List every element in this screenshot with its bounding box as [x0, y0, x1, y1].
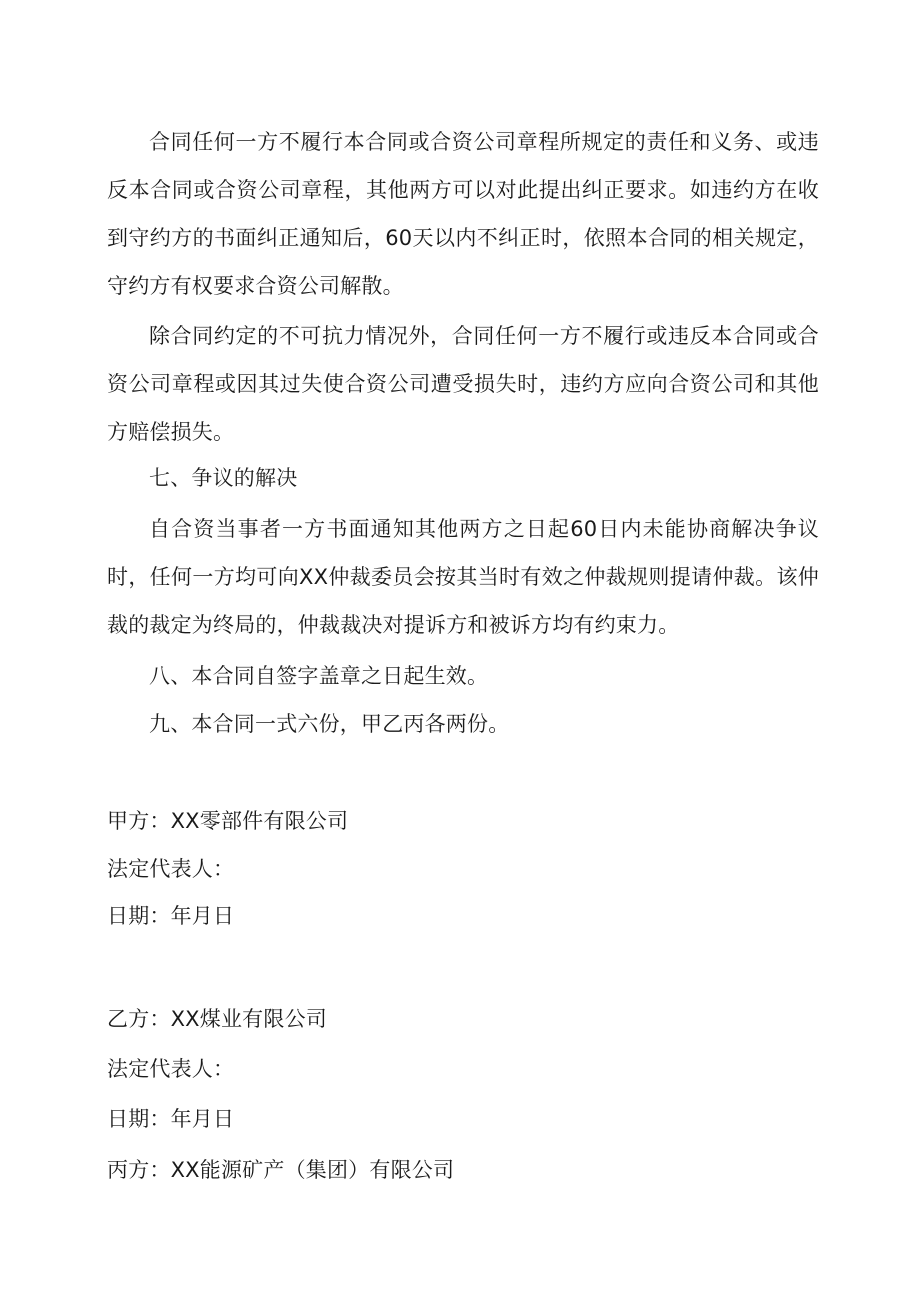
party-b-representative: 法定代表人：: [107, 1057, 235, 1081]
party-a-name: 甲方：XX零部件有限公司: [107, 809, 349, 833]
party-a-date: 日期：年月日: [107, 904, 235, 928]
paragraph-compensation: 除合同约定的不可抗力情况外，合同任何一方不履行或违反本合同或合资公司章程或因其过失使合资公司遭受损失时，违约方应向合资公司和其他方赔偿损失。: [107, 324, 819, 444]
paragraph-breach-correction: 合同任何一方不履行本合同或合资公司章程所规定的责任和义务、或违反本合同或合资公司章程，其他两方可以对此提出纠正要求。如违约方在收到守约方的书面纠正通知后，60天以内不纠正时，依照本合同的相关规定，守约方有权要求合资公司解散。: [107, 130, 819, 298]
section-effective-date: 八、本合同自签字盖章之日起生效。: [149, 664, 489, 688]
section-copies: 九、本合同一式六份，甲乙丙各两份。: [149, 712, 510, 736]
party-c-name: 丙方：XX能源矿产（集团）有限公司: [107, 1158, 455, 1182]
party-b-date: 日期：年月日: [107, 1107, 235, 1131]
section-heading-dispute: 七、争议的解决: [149, 466, 298, 490]
party-b-name: 乙方：XX煤业有限公司: [107, 1007, 327, 1031]
paragraph-arbitration: 自合资当事者一方书面通知其他两方之日起60日内未能协商解决争议时，任何一方均可向XX仲裁委员会按其当时有效之仲裁规则提请仲裁。该仲裁的裁定为终局的，仲裁裁决对提诉方和被诉方均有约束力。: [107, 517, 819, 637]
party-a-representative: 法定代表人：: [107, 857, 235, 881]
